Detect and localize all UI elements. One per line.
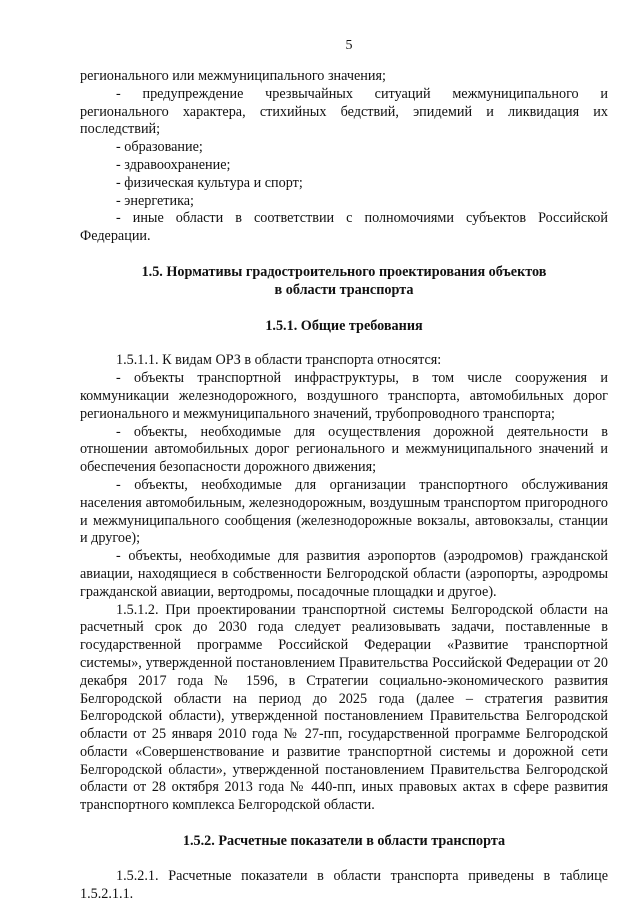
spacer: [80, 246, 608, 264]
section-heading-line: 1.5. Нормативы градостроительного проектирования объектов: [141, 263, 547, 280]
list-item: - объекты, необходимые для осуществления дорожной деятельности в отношении автомобильных дорог регионального и межмуниципального значений и обеспечения безопасности дорожного движения;: [80, 423, 608, 476]
list-item: - предупреждение чрезвычайных ситуаций межмуниципального и регионального характера, стихийных бедствий, эпидемий и ликвидация их последствий;: [80, 85, 608, 138]
list-item: - объекты транспортной инфраструктуры, в том числе сооружения и коммуникации железнодорожного, воздушного транспорта, автомобильных дорог регионального и межмуниципального значений, трубопроводного транспорта;: [80, 370, 608, 422]
section-1-5-heading: [80, 264, 608, 300]
list-item: - здравоохранение;: [116, 156, 231, 173]
intro-tail-text: регионального или межмуниципального значения;: [80, 68, 386, 84]
page-number: 5: [345, 38, 353, 53]
list-item: - объекты, необходимые для организации транспортного обслуживания населения автомобильным, железнодорожным, воздушным транспортом пригородного и межмуниципального сообщения (железнодорожные вокзалы, автовокзалы, станции и другое);: [80, 476, 608, 547]
section-1-5-1-heading: 1.5.1. Общие требования: [265, 317, 423, 334]
paragraph: 1.5.2.1. Расчетные показатели в области транспорта приведены в таблице 1.5.2.1.1.: [80, 867, 608, 902]
spacer: [80, 815, 608, 833]
list-item: - объекты, необходимые для развития аэропортов (аэродромов) гражданской авиации, находящиеся в собственности Белгородской области (аэропорты, аэродромы гражданской авиации, вертодромы, посадочные площадки и другое).: [80, 548, 608, 600]
list-item: - физическая культура и спорт;: [116, 174, 303, 191]
section-heading-line: в области транспорта: [274, 281, 414, 298]
spacer: [80, 851, 608, 868]
paragraph: 1.5.1.1. К видам ОРЗ в области транспорта относятся:: [116, 352, 442, 369]
paragraph: 1.5.1.2. При проектировании транспортной системы Белгородской области на расчетный срок до 2030 года следует реализовывать задачи, поставленные в государственной программе Российской Федерации «Развитие транспортной системы», утвержденной постановлением Правительства Российской Федерации от 20 декабря 2017 года № 1596, в Стратегии социально-экономического развития Белгородской области на период до 2025 года (далее – стратегия развития Белгородской области), утвержденной постановлением Правительства Белгородской области от 25 января 2010 года № 27-пп, государственной программе Белгородской области «Совершенствование и развитие транспортной системы и дорожной сети Белгородской области», утвержденной постановлением Правительства Белгородской области от 28 октября 2013 года № 440-пп, иных правовых актах в сфере развития транспортного комплекса Белгородской области.: [80, 601, 608, 814]
list-item: - энергетика;: [116, 192, 194, 209]
spacer: [80, 300, 608, 318]
spacer: [80, 335, 608, 352]
list-item: - образование;: [116, 139, 203, 156]
section-1-5-2-heading: 1.5.2. Расчетные показатели в области транспорта: [182, 833, 506, 850]
list-item: - иные области в соответствии с полномочиями субъектов Российской Федерации.: [80, 210, 608, 245]
